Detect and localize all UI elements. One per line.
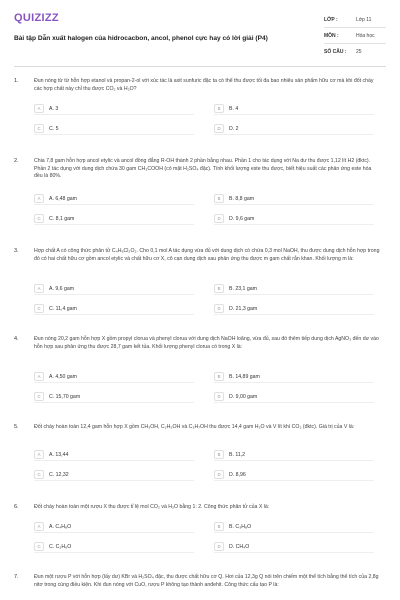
option-text: C. 11,4 gam [49, 305, 77, 312]
meta-row-subject [324, 28, 386, 44]
option-underline [34, 314, 194, 315]
option-letter-box: C [34, 392, 44, 401]
option-text: A. C₄H₈O [49, 523, 72, 530]
option-b[interactable] [214, 370, 384, 383]
option-text: A. 6,48 gam [49, 195, 77, 202]
option-c[interactable] [34, 212, 204, 225]
option-letter-box: B [214, 372, 224, 381]
option-letter-box: C [34, 304, 44, 313]
option-c[interactable] [34, 390, 204, 403]
question-number: 6. [14, 504, 19, 510]
option-text: B. C₃H₈O [229, 523, 252, 530]
option-underline [34, 460, 194, 461]
option-a[interactable] [34, 282, 204, 295]
option-a[interactable] [34, 102, 204, 115]
option-underline [214, 480, 374, 481]
option-b[interactable] [214, 282, 384, 295]
option-letter-box: B [214, 450, 224, 459]
option-a[interactable] [34, 448, 204, 461]
option-letter-box: C [34, 542, 44, 551]
option-text: D. 9,00 gam [229, 393, 258, 400]
option-underline [214, 224, 374, 225]
worksheet-header [0, 0, 400, 62]
option-underline [34, 114, 194, 115]
option-letter-box: C [34, 124, 44, 133]
option-letter-box: A [34, 104, 44, 113]
meta-label: LỚP : [324, 16, 338, 23]
option-letter-box: B [214, 104, 224, 113]
header-divider [14, 66, 386, 67]
question-number: 1. [14, 78, 19, 84]
option-letter-box: A [34, 450, 44, 459]
option-text: B. 8,8 gam [229, 195, 255, 202]
option-letter-box: D [214, 542, 224, 551]
option-letter-box: D [214, 470, 224, 479]
option-letter-box: C [34, 214, 44, 223]
question-text: Đốt cháy hoàn toàn một rượu X thu được tỉ lệ mol CO₂ và H₂O bằng 1: 2. Công thức phân tử của X là: [34, 504, 270, 510]
option-text: D. 2 [229, 125, 239, 132]
option-text: A. 3 [49, 105, 59, 112]
question-text: Chia 7,8 gam hỗn hợp ancol etylic và ancol đồng đẳng R-OH thành 2 phần bằng nhau. Phần 1 cho tác dụng với Na dư thu được 1,12 lít H2 (đktc). Phần 2 tác dụng với dung dịch chứa 30 gam CH₃COOH (có mặt H₂SO₄ đặc). Tính khối lượng este thu được, biết hiệu suất các phản ứng este hóa đều là 80%. [34, 158, 372, 180]
meta-row-count [324, 44, 386, 60]
option-c[interactable] [34, 468, 204, 481]
option-text: B. 14,89 gam [229, 373, 260, 380]
option-c[interactable] [34, 122, 204, 135]
option-b[interactable] [214, 102, 384, 115]
option-text: B. 11,2 [229, 451, 246, 458]
option-text: C. 8,1 gam [49, 215, 75, 222]
option-text: C. C₂H₆O [49, 543, 72, 550]
option-text: A. 9,6 gam [49, 285, 75, 292]
question-number: 3. [14, 248, 19, 254]
option-b[interactable] [214, 448, 384, 461]
option-underline [34, 204, 194, 205]
option-b[interactable] [214, 192, 384, 205]
option-letter-box: C [34, 470, 44, 479]
option-text: D. 21,3 gam [229, 305, 258, 312]
option-text: B. 4 [229, 105, 239, 112]
option-underline [214, 460, 374, 461]
meta-value: 25 [356, 49, 362, 55]
option-underline [214, 532, 374, 533]
option-underline [34, 224, 194, 225]
option-letter-box: D [214, 124, 224, 133]
option-underline [214, 134, 374, 135]
option-underline [34, 294, 194, 295]
option-c[interactable] [34, 540, 204, 553]
meta-value: Hóa học [356, 32, 375, 39]
option-letter-box: B [214, 284, 224, 293]
option-a[interactable] [34, 192, 204, 205]
option-underline [214, 294, 374, 295]
worksheet-title: Bài tập Dẫn xuất halogen của hidrocacbon, ancol, phenol cực hay có lời giải (P4) [14, 35, 268, 42]
option-letter-box: D [214, 392, 224, 401]
question-number: 4. [14, 336, 19, 342]
option-text: C. 5 [49, 125, 59, 132]
question-text: Đun nóng từ từ hỗn hợp etanol và propan-2-ol với xúc tác là axit sunfuric đặc ta có thể thu được tối đa bao nhiêu sản phẩm hữu cơ mà khi đốt cháy các hợp chất này chỉ thu được CO₂ và H₂O? [34, 78, 374, 92]
option-letter-box: A [34, 372, 44, 381]
option-d[interactable] [214, 302, 384, 315]
option-text: C. 12,32 [49, 471, 69, 478]
option-c[interactable] [34, 302, 204, 315]
question-number: 2. [14, 158, 19, 164]
option-underline [214, 552, 374, 553]
option-text: D. 8,96 [229, 471, 246, 478]
option-underline [214, 204, 374, 205]
meta-label: SỐ CÂU : [324, 49, 347, 55]
question-number: 7. [14, 574, 19, 580]
option-d[interactable] [214, 122, 384, 135]
option-letter-box: A [34, 194, 44, 203]
option-letter-box: D [214, 304, 224, 313]
option-letter-box: D [214, 214, 224, 223]
option-a[interactable] [34, 370, 204, 383]
option-underline [214, 314, 374, 315]
option-letter-box: A [34, 284, 44, 293]
meta-label: MÔN : [324, 32, 339, 39]
option-d[interactable] [214, 468, 384, 481]
option-underline [34, 480, 194, 481]
option-text: C. 15,70 gam [49, 393, 81, 400]
worksheet-meta [324, 12, 386, 60]
option-underline [34, 402, 194, 403]
option-text: D. CH₄O [229, 543, 250, 550]
option-letter-box: B [214, 194, 224, 203]
option-a[interactable] [34, 520, 204, 533]
option-text: B. 23,1 gam [229, 285, 257, 292]
option-letter-box: B [214, 522, 224, 531]
option-text: A. 4,50 gam [49, 373, 77, 380]
option-underline [34, 532, 194, 533]
option-underline [34, 134, 194, 135]
option-d[interactable] [214, 212, 384, 225]
option-text: D. 9,6 gam [229, 215, 255, 222]
meta-row-class [324, 12, 386, 28]
meta-value: Lớp 11 [356, 16, 372, 23]
option-letter-box: A [34, 522, 44, 531]
question-text: Đun một rượu P với hỗn hợp (lấy dư) KBr và H₂SO₄ đặc, thu được chất hữu cơ Q. Hơi của 12,3g Q nói trên chiếm một thể tích bằng thể tích của 2,8g nitơ trong cùng điều kiện. Khi đun nóng với CuO, rượu P không tạo thành anđehit. Công thức cấu tạo P là: [34, 574, 379, 588]
option-underline [214, 402, 374, 403]
question-text: Đun nóng 20,2 gam hỗn hợp X gồm propyl clorua và phenyl clorua với dung dịch NaOH loãng, vừa đủ, sau đó thêm tiếp dung dịch AgNO₃ đến dư vào hỗn hợp sau phản ứng thu được 28,7 gam kết tủa. Khối lượng phenyl clorua có trong X là: [34, 336, 379, 350]
option-underline [34, 382, 194, 383]
option-underline [214, 382, 374, 383]
quizizz-logo: QUIZIZZ [14, 12, 59, 24]
option-underline [214, 114, 374, 115]
option-underline [34, 552, 194, 553]
question-number: 5. [14, 424, 19, 430]
question-text: Hợp chất A có công thức phân tử C₄H₆Cl₂O₂. Cho 0,1 mol A tác dụng vừa đủ với dung dịch có chứa 0,3 mol NaOH, thu được dung dịch hỗn hợp trong đó có hai chất hữu cơ gồm ancol etylic và chất hữu cơ X, cô cạn dung dịch sau phản ứng thu được m gam chất rắn khan. Khối lượng m là: [34, 248, 380, 262]
option-d[interactable] [214, 540, 384, 553]
option-d[interactable] [214, 390, 384, 403]
question-text: Đốt cháy hoàn toàn 12,4 gam hỗn hợp X gồm CH₃OH, C₂H₅OH và C₃H₇OH thu được 14,4 gam H₂O và V lít khí CO₂ (đktc). Giá trị của V là: [34, 424, 355, 430]
option-text: A. 13,44 [49, 451, 69, 458]
option-b[interactable] [214, 520, 384, 533]
